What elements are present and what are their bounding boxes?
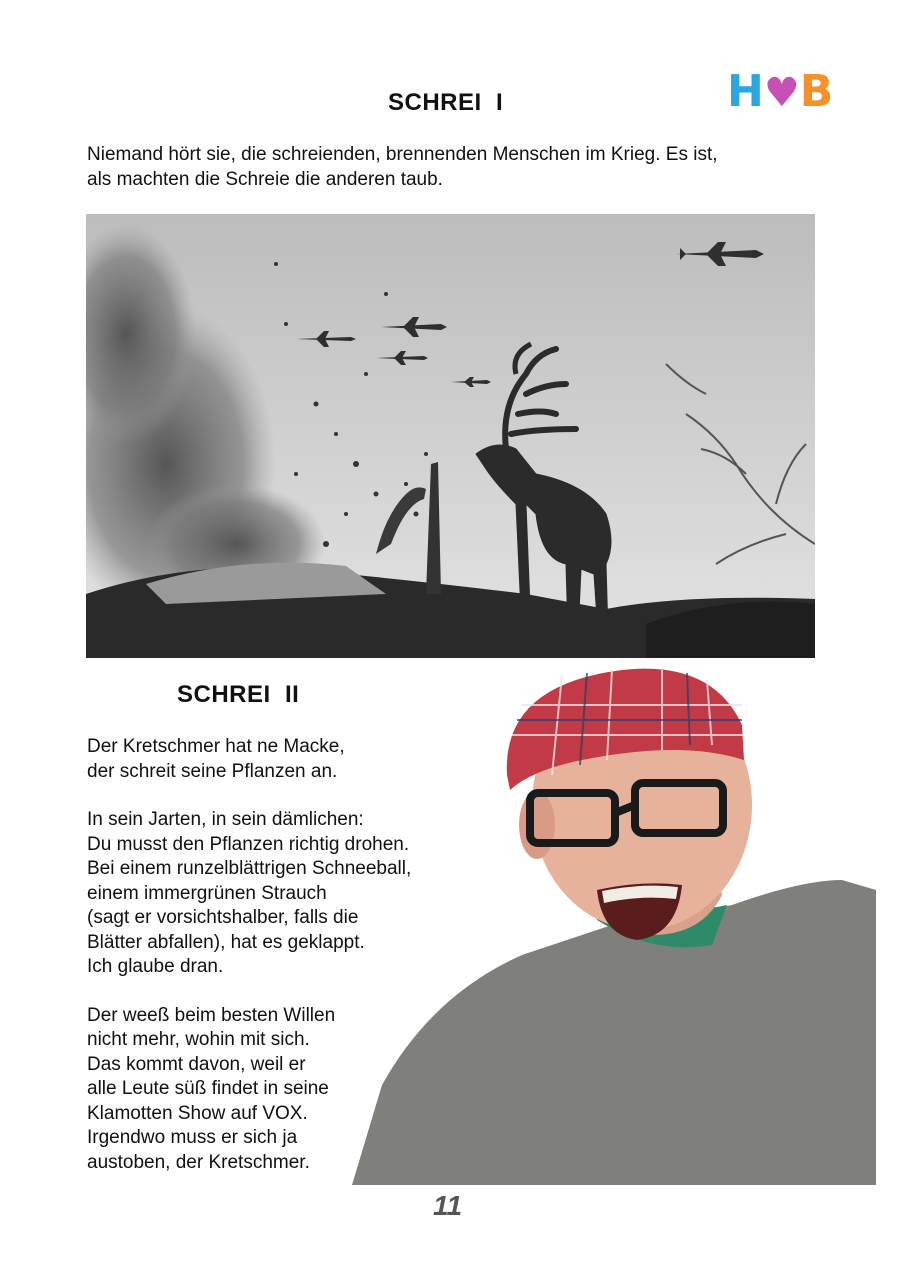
- poem-line: Irgendwo muss er sich ja: [87, 1127, 298, 1148]
- poem-line: Du musst den Pflanzen richtig drohen.: [87, 833, 410, 855]
- heart-icon: ♥: [763, 70, 800, 116]
- poem-line: Das kommt davon, weil er: [87, 1053, 306, 1075]
- poem-line: einem immergrünen Strauch: [87, 882, 327, 904]
- poem-line: In sein Jarten, in sein dämlichen:: [87, 809, 364, 830]
- logo-letter-b: B: [799, 66, 834, 117]
- poem-line: Bei einem runzelblättrigen Schneeball,: [87, 858, 412, 879]
- war-photo-illustration: [86, 214, 815, 658]
- schrei-1-title: SCHREI I: [388, 89, 504, 116]
- laughing-man-photo: [352, 665, 876, 1185]
- war-photo: [86, 214, 815, 658]
- intro-line: als machten die Schreie die anderen taub.: [87, 168, 443, 190]
- schrei-1-intro: [87, 143, 827, 192]
- intro-line: Niemand hört sie, die schreienden, brennenden Menschen im Krieg. Es ist,: [87, 144, 718, 165]
- hvb-logo: [727, 66, 834, 117]
- poem-line: (sagt er vorsichtshalber, falls die: [87, 907, 359, 928]
- poem-line: der schreit seine Pflanzen an.: [87, 760, 338, 782]
- laughing-man-illustration: [352, 665, 876, 1185]
- poem-line: Der weeß beim besten Willen: [87, 1004, 336, 1026]
- schrei-2-title: SCHREI II: [177, 681, 300, 708]
- poem-line: alle Leute süß findet in seine: [87, 1078, 329, 1099]
- logo-letter-h: H: [727, 66, 764, 117]
- poem-line: Blätter abfallen), hat es geklappt.: [87, 931, 365, 953]
- poem-line: nicht mehr, wohin mit sich.: [87, 1029, 310, 1050]
- poem-line: Ich glaube dran.: [87, 956, 224, 977]
- poem-line: austoben, der Kretschmer.: [87, 1151, 310, 1173]
- page-number: 11: [433, 1190, 463, 1221]
- poem-line: Klamotten Show auf VOX.: [87, 1102, 308, 1124]
- poem-line: Der Kretschmer hat ne Macke,: [87, 736, 345, 757]
